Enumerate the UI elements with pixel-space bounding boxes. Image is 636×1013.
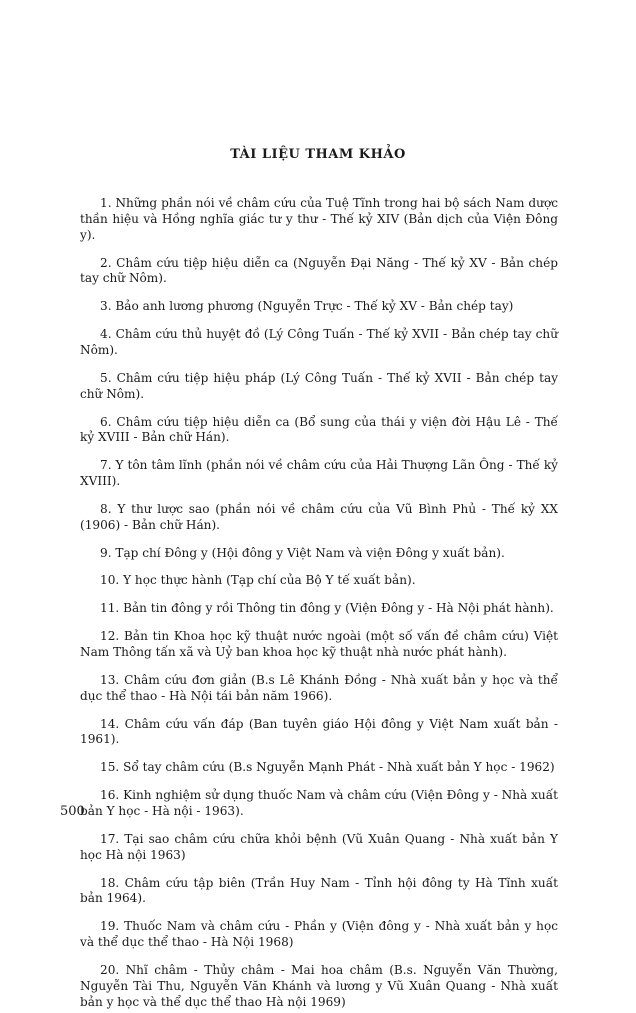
reference-item-8: 8. Y thư lược sao (phần nói về châm cứu của Vũ Bình Phủ - Thế kỷ XX (1906) - Bản chữ Hán).	[80, 501, 558, 532]
reference-list	[80, 184, 558, 1013]
page-title: TÀI LIỆU THAM KHẢO	[230, 147, 406, 162]
reference-item-7: 7. Y tôn tâm lĩnh (phần nói về châm cứu của Hải Thượng Lãn Ông - Thế kỷ XVIII).	[80, 458, 558, 489]
page-number: 500	[60, 804, 85, 819]
reference-item-20: 20. Nhĩ châm - Thủy châm - Mai hoa châm (B.s. Nguyễn Văn Thường, Nguyễn Tài Thu, Nguyễn Văn Khánh và lương y Vũ Xuân Quang - Nhà xuất bản y học và thể dục thể thao Hà nội 1969)	[80, 962, 558, 1009]
reference-item-12: 12. Bản tin Khoa học kỹ thuật nước ngoài (một số vấn đề châm cứu) Việt Nam Thông tấn xã và Uỷ ban khoa học kỹ thuật nhà nước phát hành).	[80, 629, 558, 660]
reference-item-6: 6. Châm cứu tiệp hiệu diễn ca (Bổ sung của thái y viện đời Hậu Lê - Thế kỷ XVIII - Bản chữ Hán).	[80, 414, 558, 445]
reference-item-9: 9. Tạp chí Đông y (Hội đông y Việt Nam và viện Đông y xuất bản).	[100, 545, 505, 560]
reference-item-11: 11. Bản tin đông y rồi Thông tin đông y (Viện Đông y - Hà Nội phát hành).	[100, 601, 554, 616]
reference-item-17: 17. Tại sao châm cứu chữa khỏi bệnh (Vũ Xuân Quang - Nhà xuất bản Y học Hà nội 1963)	[80, 831, 558, 862]
reference-item-15: 15. Sổ tay châm cứu (B.s Nguyễn Mạnh Phát - Nhà xuất bản Y học - 1962)	[100, 760, 555, 775]
reference-item-13: 13. Châm cứu đơn giản (B.s Lê Khánh Đồng - Nhà xuất bản y học và thể dục thể thao - Hà Nội tái bản năm 1966).	[80, 672, 558, 703]
reference-item-10: 10. Y học thực hành (Tạp chí của Bộ Y tế xuất bản).	[100, 573, 416, 588]
reference-item-14: 14. Châm cứu vấn đáp (Ban tuyên giáo Hội đông y Việt Nam xuất bản - 1961).	[80, 716, 558, 747]
reference-item-1: 1. Những phần nói về châm cứu của Tuệ Tĩnh trong hai bộ sách Nam dược thần hiệu và Hồng nghĩa giác tư y thư - Thế kỷ XIV (Bản dịch của Viện Đông y).	[80, 196, 558, 242]
reference-item-16: 16. Kinh nghiệm sử dụng thuốc Nam và châm cứu (Viện Đông y - Nhà xuất bản Y học - Hà nội - 1963).	[80, 788, 558, 819]
reference-item-5: 5. Châm cứu tiệp hiệu pháp (Lý Công Tuấn - Thế kỷ XVII - Bản chép tay chữ Nôm).	[80, 370, 558, 401]
reference-item-2: 2. Châm cứu tiệp hiệu diễn ca (Nguyễn Đại Năng - Thế kỷ XV - Bản chép tay chữ Nôm).	[80, 255, 558, 286]
reference-item-18: 18. Châm cứu tập biên (Trần Huy Nam - Tỉnh hội đông ty Hà Tĩnh xuất bản 1964).	[80, 875, 558, 906]
reference-item-19: 19. Thuốc Nam và châm cứu - Phần y (Viện đông y - Nhà xuất bản y học và thể dục thể thao - Hà Nội 1968)	[80, 919, 558, 950]
reference-item-4: 4. Châm cứu thủ huyệt đồ (Lý Công Tuấn - Thế kỷ XVII - Bản chép tay chữ Nôm).	[80, 327, 558, 357]
reference-item-3: 3. Bảo anh lương phương (Nguyễn Trực - Thế kỷ XV - Bản chép tay)	[100, 299, 514, 314]
